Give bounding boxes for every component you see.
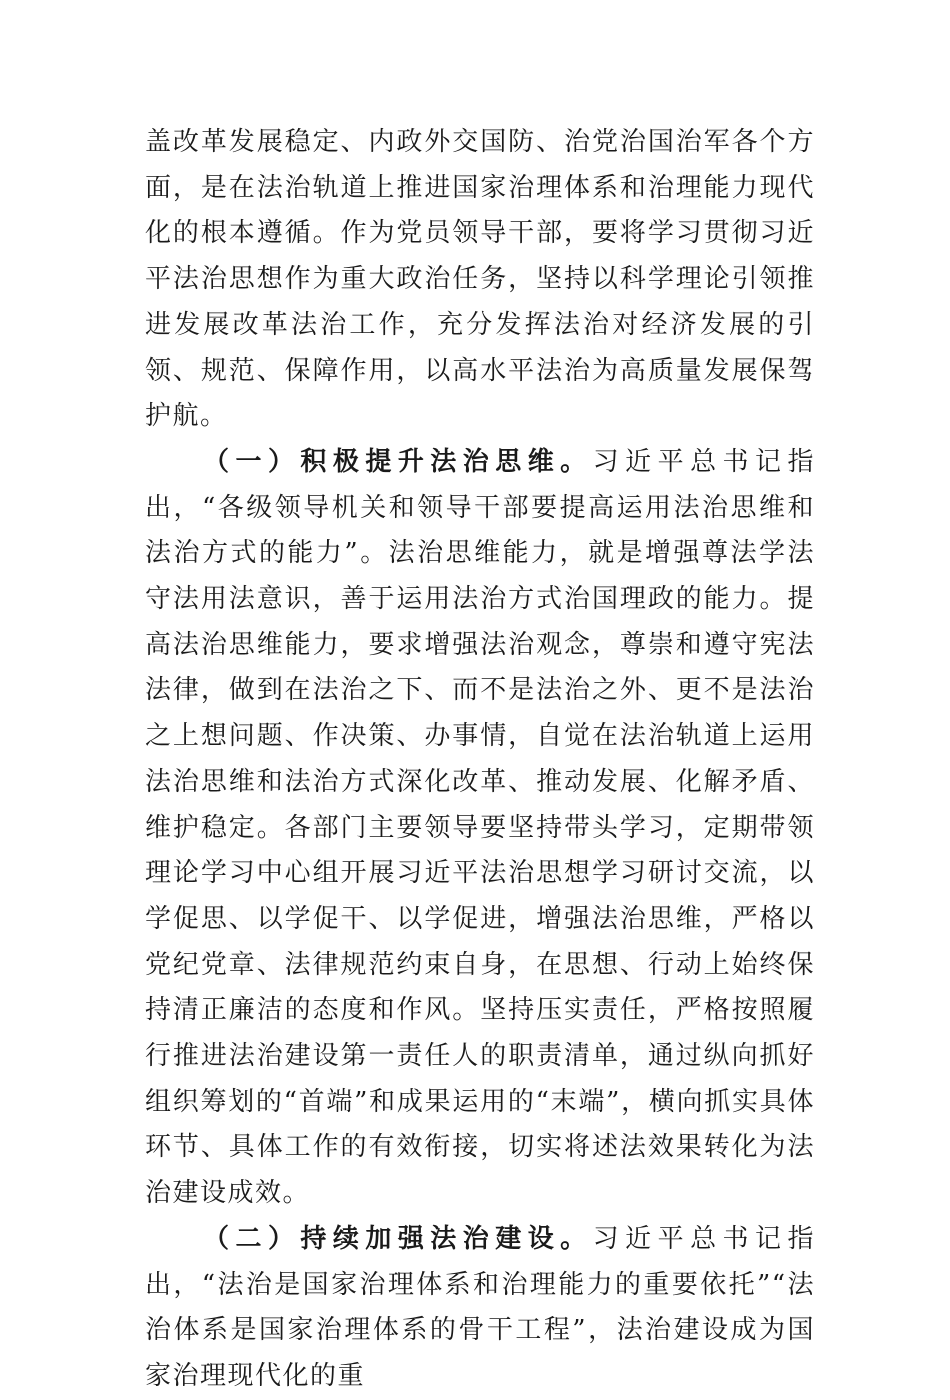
- section-heading: （二）持续加强法治建设。: [203, 1223, 593, 1254]
- paragraph-text: 习近平总书记指出，“各级领导机关和领导干部要提高运用法治思维和法治方式的能力”。法治思维能力，就是增强尊法学法守法用法意识，善于运用法治方式治国理政的能力。提高法治思维能力，要求增强法治观念，尊崇和遵守宪法法律，做到在法治之下、而不是法治之外、更不是法治之上想问题、作决策、办事情，自觉在法治轨道上运用法治思维和法治方式深化改革、推动发展、化解矛盾、维护稳定。各部门主要领导要坚持带头学习，定期带领理论学习中心组开展习近平法治思想学习研讨交流，以学促思、以学促干、以学促进，增强法治思维，严格以党纪党章、法律规范约束自身，在思想、行动上始终保持清正廉洁的态度和作风。坚持压实责任，严格按照履行推进法治建设第一责任人的职责清单，通过纵向抓好组织筹划的“首端”和成果运用的“末端”，横向抓实具体环节、具体工作的有效衔接，切实将述法效果转化为法治建设成效。: [145, 446, 815, 1209]
- paragraph-text: 习近平总书记指出，“法治是国家治理体系和治理能力的重要依托”“法治体系是国家治理体系的骨干工程”，法治建设成为国家治理现代化的重: [145, 1223, 815, 1391]
- paragraph-continuation: [145, 120, 815, 440]
- document-body: [145, 120, 815, 1400]
- paragraph-section-2: [145, 1217, 815, 1400]
- section-heading: （一）积极提升法治思维。: [203, 446, 593, 477]
- paragraph-section-1: [145, 440, 815, 1217]
- paragraph-text: 盖改革发展稳定、内政外交国防、治党治国治军各个方面，是在法治轨道上推进国家治理体系和治理能力现代化的根本遵循。作为党员领导干部，要将学习贯彻习近平法治思想作为重大政治任务，坚持以科学理论引领推进发展改革法治工作，充分发挥法治对经济发展的引领、规范、保障作用，以高水平法治为高质量发展保驾护航。: [145, 127, 815, 432]
